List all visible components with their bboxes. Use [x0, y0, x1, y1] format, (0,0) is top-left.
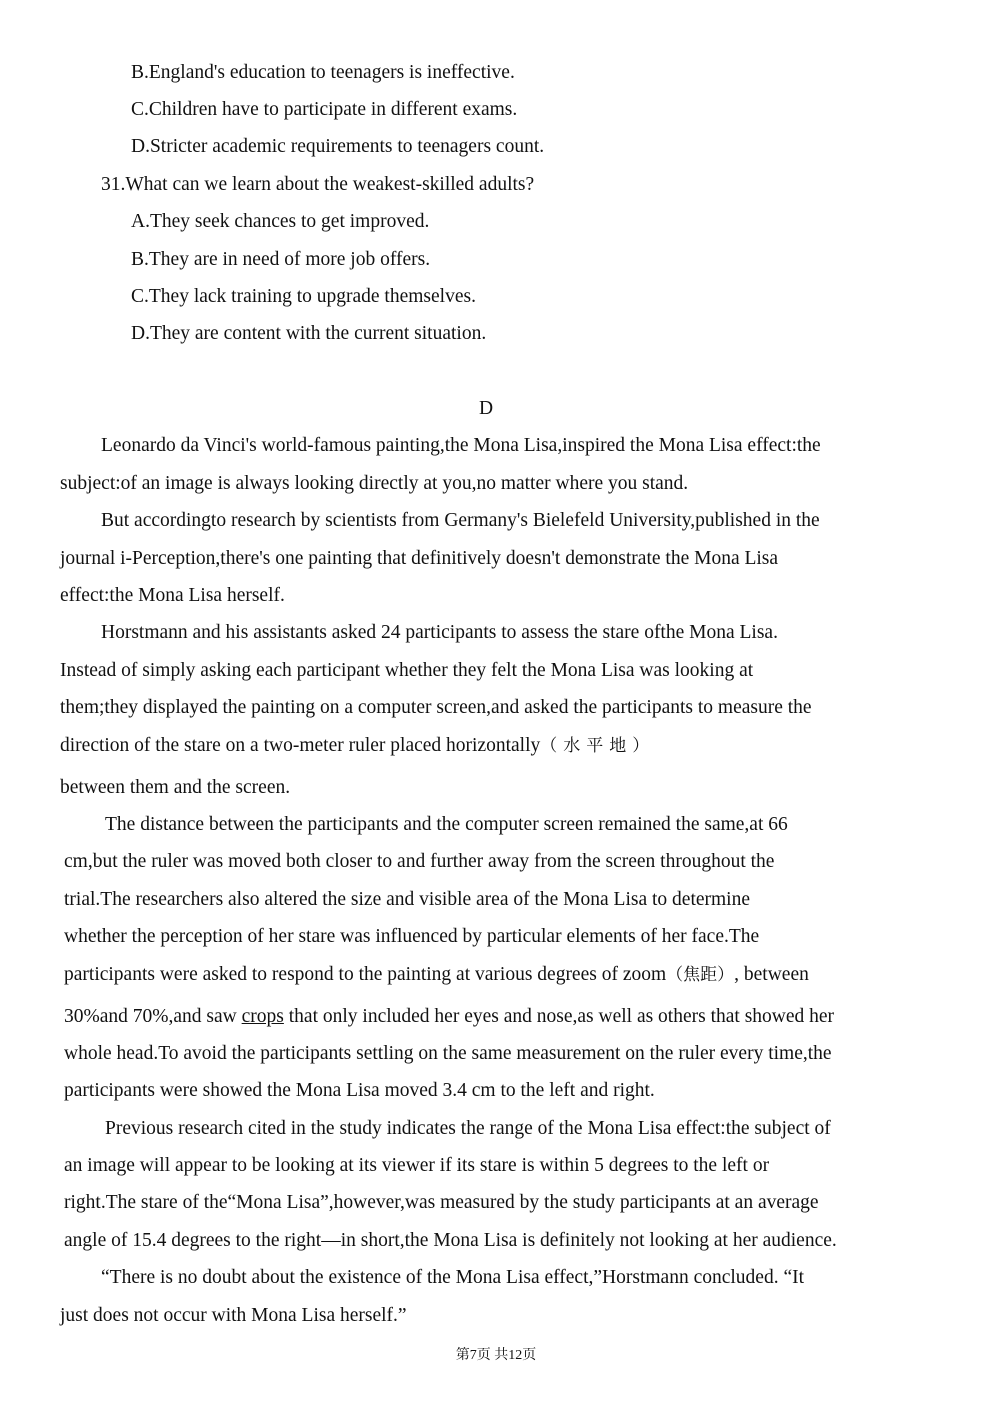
q31-option-b: B.They are in need of more job offers. [131, 249, 431, 270]
p4-line-text: participants were asked to respond to the painting at various degrees of zoom [64, 964, 667, 985]
q31-option-a: A.They seek chances to get improved. [131, 211, 430, 232]
q30-option-b: B.England's education to teenagers is ineffective. [131, 62, 515, 83]
p4-line: trial.The researchers also altered the size and visible area of the Mona Lisa to determine [64, 889, 750, 910]
p4-line-text: that only included her eyes and nose,as well as others that showed her [283, 1006, 835, 1027]
p4-line: The distance between the participants and the computer screen remained the same,at 66 [105, 814, 788, 835]
section-title: D [478, 398, 494, 419]
p4-line: whole head.To avoid the participants settling on the same measurement on the ruler every time,the [64, 1043, 832, 1064]
p3-line: between them and the screen. [60, 777, 291, 798]
p4-line-text: 30%and 70%,and saw [64, 1006, 242, 1027]
q31-option-d: D.They are content with the current situation. [131, 323, 487, 344]
p2-line: journal i-Perception,there's one painting that definitively doesn't demonstrate the Mona Lisa [60, 548, 779, 569]
gloss-zoom: （焦距） [666, 965, 735, 985]
q30-option-c: C.Children have to participate in different exams. [131, 99, 518, 120]
p1-line: subject:of an image is always looking directly at you,no matter where you stand. [60, 473, 689, 494]
p4-line [64, 963, 809, 987]
p3-line: them;they displayed the painting on a computer screen,and asked the participants to measure the [60, 697, 812, 718]
p4-line: cm,but the ruler was moved both closer to and further away from the screen throughout the [64, 851, 775, 872]
p4-line [64, 1005, 834, 1029]
p5-line: an image will appear to be looking at its viewer if its stare is within 5 degrees to the left or [64, 1155, 770, 1176]
p4-line-end: , between [734, 964, 809, 985]
page-footer: 第7页 共12页 [455, 1348, 537, 1363]
p5-line: Previous research cited in the study indicates the range of the Mona Lisa effect:the subject of [105, 1118, 831, 1139]
p6-line: just does not occur with Mona Lisa herself.” [60, 1305, 407, 1326]
p4-line: whether the perception of her stare was influenced by particular elements of her face.The [64, 926, 760, 947]
p5-line: right.The stare of the“Mona Lisa”,however,was measured by the study participants at an average [64, 1192, 819, 1213]
q31-stem: 31.What can we learn about the weakest-skilled adults? [101, 174, 535, 195]
underlined-word-crops: crops [241, 1006, 284, 1027]
q30-option-d: D.Stricter academic requirements to teenagers count. [131, 136, 545, 157]
p3-line-text: direction of the stare on a two-meter ruler placed horizontally [60, 735, 541, 756]
p4-line: participants were showed the Mona Lisa moved 3.4 cm to the left and right. [64, 1080, 655, 1101]
p2-line: But accordingto research by scientists from Germany's Bielefeld University,published in the [101, 510, 820, 531]
p3-line: Horstmann and his assistants asked 24 participants to assess the stare ofthe Mona Lisa. [101, 622, 778, 643]
gloss-horizontally: （水平地） [540, 736, 656, 756]
p6-line: “There is no doubt about the existence of the Mona Lisa effect,”Horstmann concluded. “It [101, 1267, 805, 1288]
p3-line: Instead of simply asking each participant whether they felt the Mona Lisa was looking at [60, 660, 754, 681]
q31-option-c: C.They lack training to upgrade themselves. [131, 286, 476, 307]
p5-line: angle of 15.4 degrees to the right—in short,the Mona Lisa is definitely not looking at her audience. [64, 1230, 837, 1251]
p1-line: Leonardo da Vinci's world-famous painting,the Mona Lisa,inspired the Mona Lisa effect:the [101, 435, 821, 456]
p3-line [60, 734, 655, 758]
p2-line: effect:the Mona Lisa herself. [60, 585, 285, 606]
